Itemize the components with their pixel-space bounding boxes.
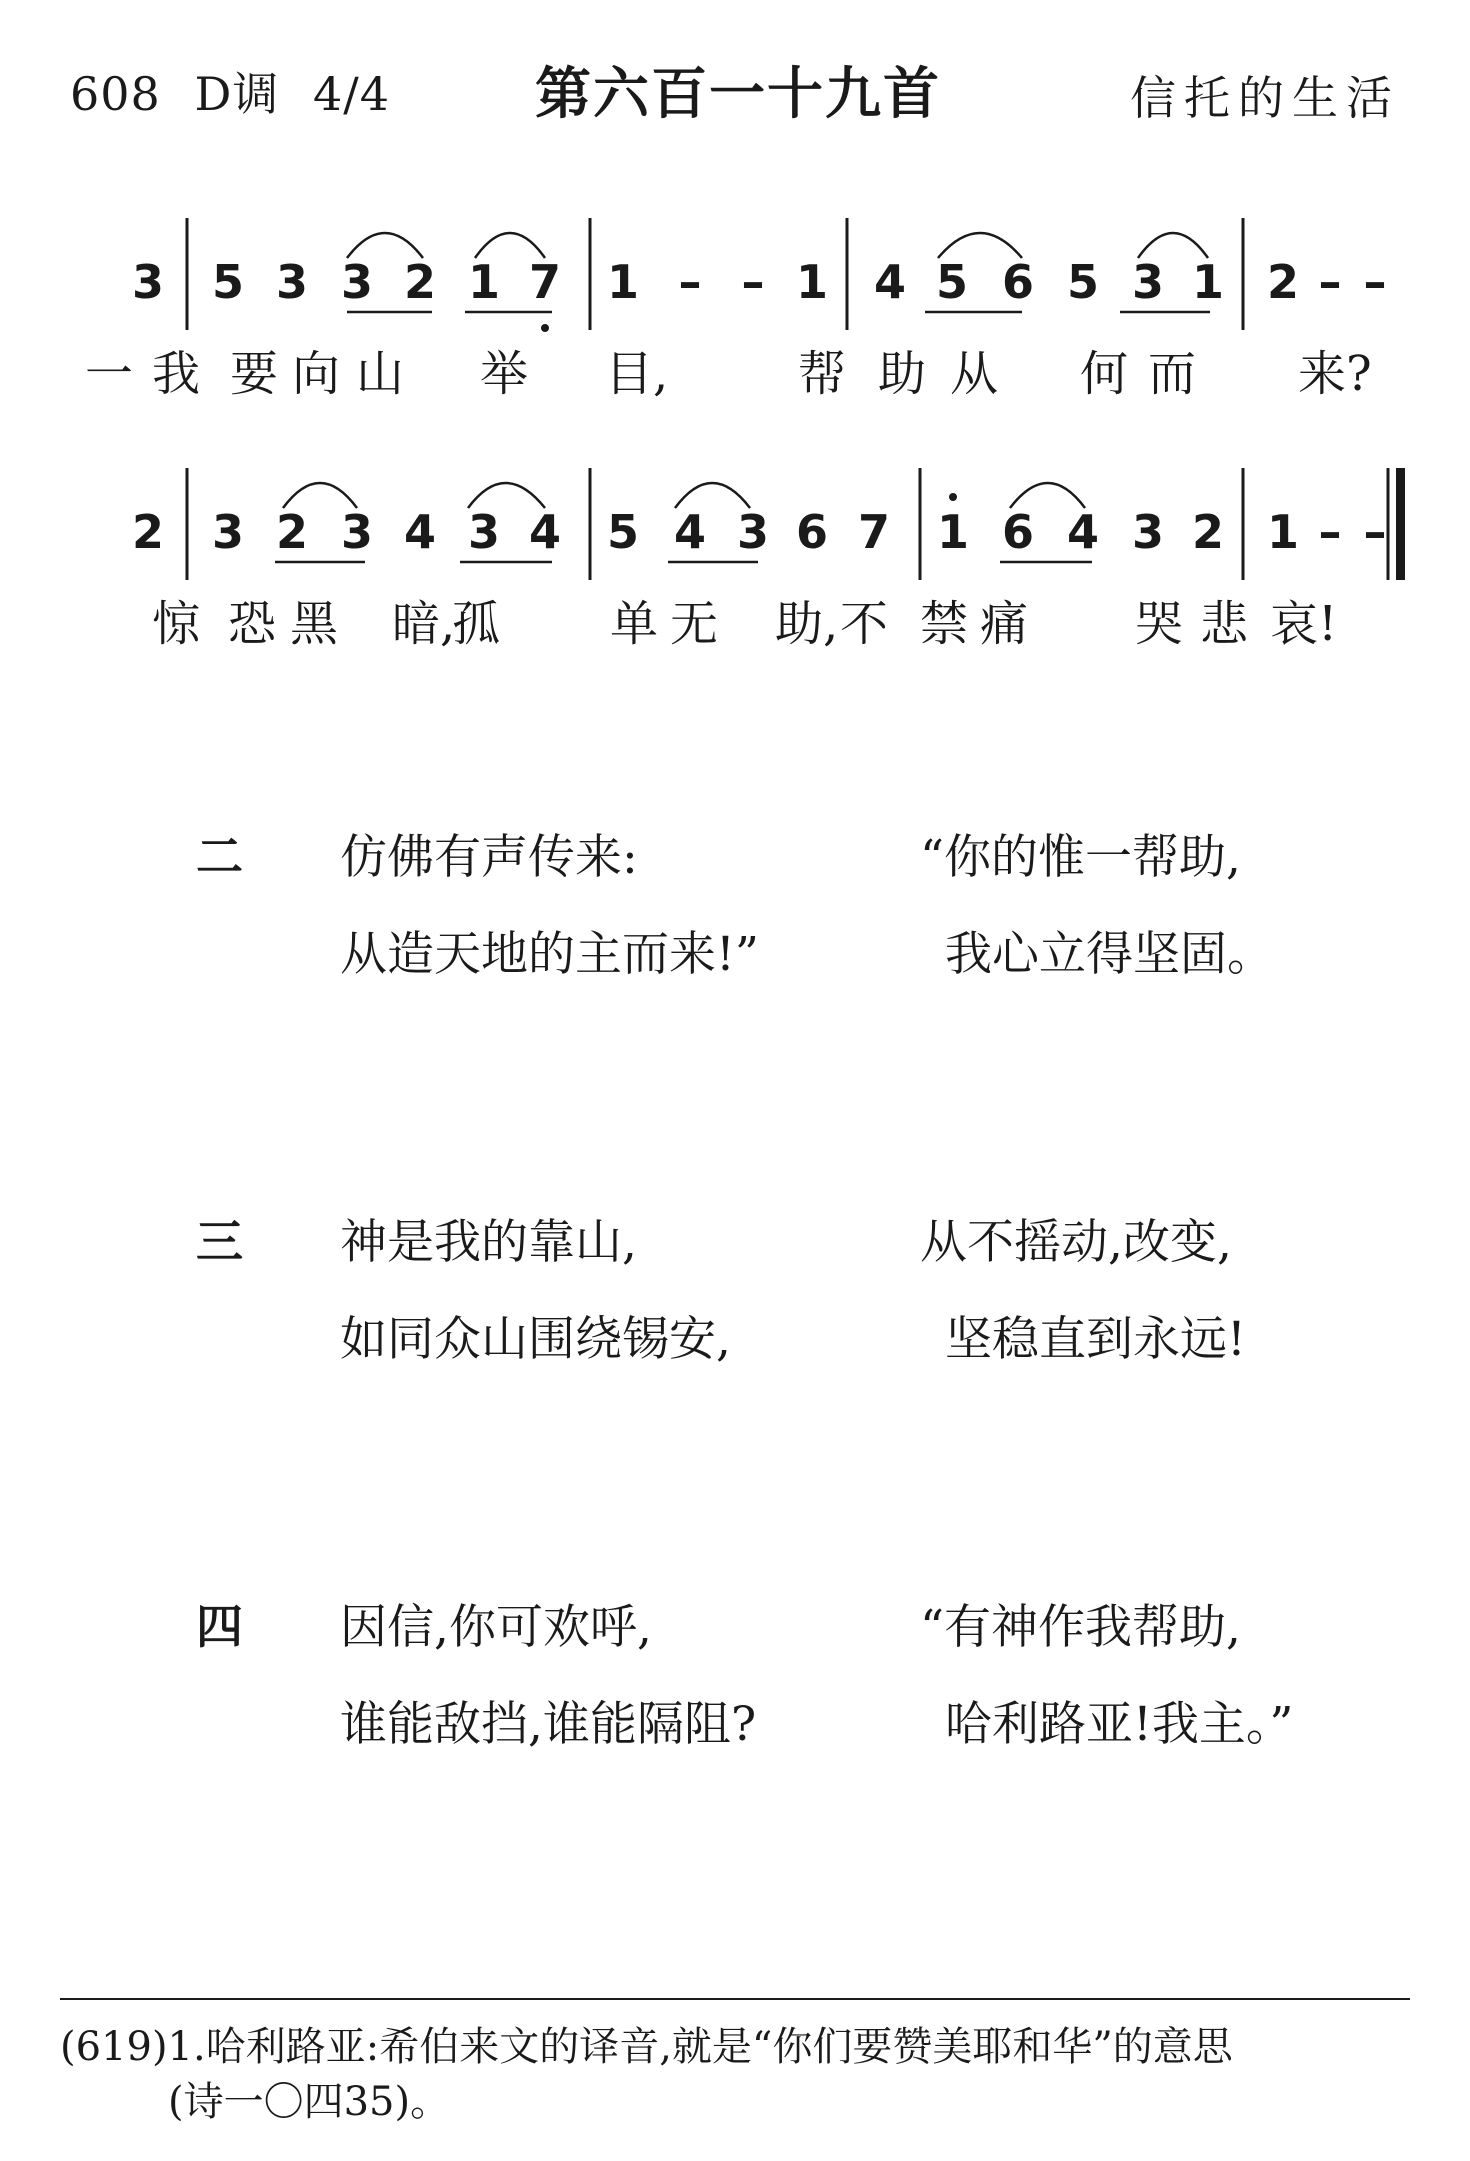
- low-octave-dot: [541, 324, 549, 332]
- verse-line: 仿佛有声传来:: [340, 830, 638, 885]
- lyric-syllable: 我: [152, 346, 201, 402]
- verse-line: 我心立得坚固。: [945, 927, 1274, 982]
- lyric-syllable: 恐: [228, 596, 277, 652]
- note: –: [1318, 505, 1342, 559]
- verse-number: 四: [196, 1600, 243, 1655]
- note: 2: [275, 505, 309, 559]
- lyric-syllable: 黑: [290, 596, 339, 652]
- verse-number: 二: [196, 830, 243, 885]
- note: 3: [340, 255, 374, 309]
- lyric-syllable: 痛: [980, 596, 1029, 652]
- note: 5: [935, 255, 969, 309]
- score-line-2: [132, 468, 1405, 652]
- verse-number: 三: [196, 1215, 243, 1270]
- note: –: [741, 255, 765, 309]
- note: 6: [1001, 505, 1035, 559]
- footnote-rule: [60, 1998, 1410, 2000]
- lyric-syllable: 单: [610, 596, 659, 652]
- lyric-syllable: 目,: [605, 346, 669, 402]
- note: 4: [673, 505, 707, 559]
- verse-line: 坚稳直到永远!: [945, 1312, 1246, 1367]
- note: 6: [795, 505, 829, 559]
- note: 1: [467, 255, 501, 309]
- verse-line: 因信,你可欢呼,: [340, 1600, 652, 1655]
- hymn-number: 608: [70, 67, 161, 121]
- key-signature: D调: [194, 67, 280, 121]
- note: –: [1363, 255, 1387, 309]
- verse-line: 谁能敌挡,谁能隔阻?: [340, 1697, 757, 1752]
- verse-line: “有神作我帮助,: [920, 1600, 1241, 1655]
- note: –: [1363, 505, 1387, 559]
- note: 1: [1266, 505, 1300, 559]
- lyric-syllable: 来?: [1298, 346, 1372, 402]
- footnote-line-2: (诗一〇四35)。: [168, 2079, 451, 2125]
- high-octave-dot: [949, 493, 957, 501]
- lyric-syllable: 哀!: [1270, 596, 1338, 652]
- score-line-1: [85, 218, 1387, 402]
- lyric-syllable: 山: [356, 346, 405, 402]
- lyric-syllable: 助: [878, 346, 927, 402]
- verse-line: 哈利路亚!我主。”: [945, 1697, 1294, 1752]
- note: 6: [1001, 255, 1035, 309]
- note: 1: [795, 255, 829, 309]
- lyric-syllable: 无: [670, 596, 719, 652]
- verse-line: 神是我的靠山,: [340, 1215, 637, 1270]
- lyric-syllable: 禁: [920, 596, 969, 652]
- note: 3: [1131, 505, 1165, 559]
- note: 4: [873, 255, 907, 309]
- lyric-syllable: 举: [480, 346, 529, 402]
- lyric-syllable: 悲: [1200, 596, 1249, 652]
- note: 2: [131, 505, 165, 559]
- note: 3: [1131, 255, 1165, 309]
- final-barline-thick: [1396, 468, 1405, 580]
- lyric-syllable: 助,: [775, 596, 839, 652]
- note: 3: [131, 255, 165, 309]
- page-title: 第六百一十九首: [535, 62, 941, 127]
- footnote-line-1: (619)1.哈利路亚:希伯来文的译音,就是“你们要赞美耶和华”的意思: [60, 2024, 1233, 2070]
- lyric-syllable: 哭: [1135, 596, 1184, 652]
- lyric-syllable: 不: [840, 596, 889, 652]
- note: 3: [211, 505, 245, 559]
- note: 4: [1066, 505, 1100, 559]
- jianpu-score: [0, 0, 1470, 700]
- note: 2: [403, 255, 437, 309]
- note: 3: [736, 505, 770, 559]
- note: 4: [528, 505, 562, 559]
- note: 5: [606, 505, 640, 559]
- note: 3: [340, 505, 374, 559]
- category-label: 信托的生活: [1130, 71, 1400, 125]
- note: 1: [1191, 255, 1225, 309]
- note: 7: [528, 255, 562, 309]
- verse-line: 从不摇动,改变,: [920, 1215, 1232, 1270]
- verse-line: 如同众山围绕锡安,: [340, 1312, 731, 1367]
- note: –: [678, 255, 702, 309]
- lyric-syllable: 暗,: [392, 596, 456, 652]
- lyric-syllable: 何: [1080, 346, 1129, 402]
- lyric-syllable: 向: [292, 346, 341, 402]
- verse-line: 从造天地的主而来!”: [340, 927, 759, 982]
- note: 1: [936, 505, 970, 559]
- note: 5: [1066, 255, 1100, 309]
- note: 7: [857, 505, 891, 559]
- note: 1: [606, 255, 640, 309]
- lyric-syllable: 孤: [452, 596, 501, 652]
- lyric-syllable: 惊: [152, 596, 201, 652]
- note: 3: [275, 255, 309, 309]
- note: 3: [467, 505, 501, 559]
- verse-line: “你的惟一帮助,: [920, 830, 1241, 885]
- note: –: [1318, 255, 1342, 309]
- lyric-syllable: 从: [950, 346, 999, 402]
- lyric-syllable: 而: [1148, 346, 1197, 402]
- lyric-syllable: 帮: [798, 346, 847, 402]
- note: 5: [211, 255, 245, 309]
- note: 2: [1191, 505, 1225, 559]
- lyric-syllable: 一: [85, 346, 134, 402]
- note: 2: [1266, 255, 1300, 309]
- time-signature: 4/4: [312, 67, 390, 121]
- lyric-syllable: 要: [230, 346, 279, 402]
- note: 4: [403, 505, 437, 559]
